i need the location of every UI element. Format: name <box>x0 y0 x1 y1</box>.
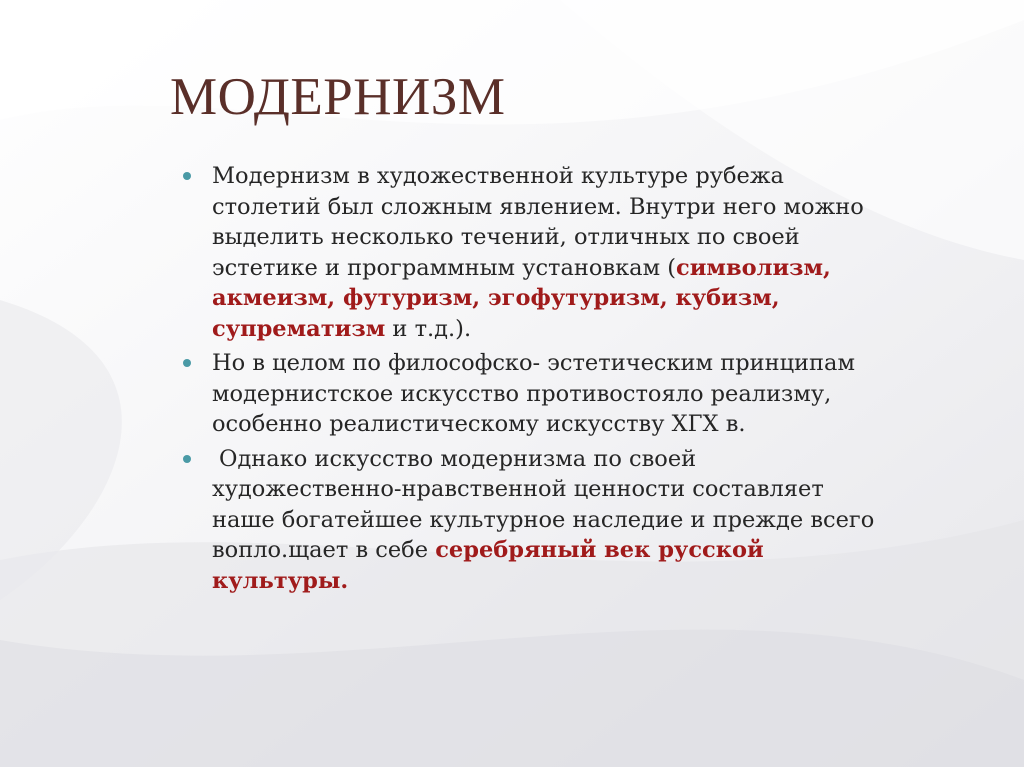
highlighted-terms: серебряный век русской культуры. <box>212 537 764 594</box>
bullet-item <box>212 444 1002 597</box>
bullet-text: Но в целом по философско- эстетическим принципам модернистское искусство противостояло реализму, особенно реалистическому искусству ХГХ в. <box>212 350 855 437</box>
bullet-item <box>212 161 1002 344</box>
bullet-text: Модернизм в художественной культуре рубежа столетий был сложным явлением. Внутри него можно выделить несколько течений, отличных по своей эстетике и программным установкам ( <box>212 163 864 281</box>
bullet-text: и т.д.). <box>385 315 472 342</box>
bullet-list <box>212 161 1002 600</box>
highlighted-terms: символизм, акмеизм, футуризм, эгофутуризм, кубизм, супрематизм <box>212 254 831 342</box>
slide-title: МОДЕРНИЗМ <box>170 68 506 126</box>
bullet-item <box>212 348 1002 440</box>
bullet-text: Однако искусство модернизма по своей художественно-нравственной ценности составляет наше богатейшее культурное наследие и прежде всего вопло.щает в себе <box>212 445 875 563</box>
